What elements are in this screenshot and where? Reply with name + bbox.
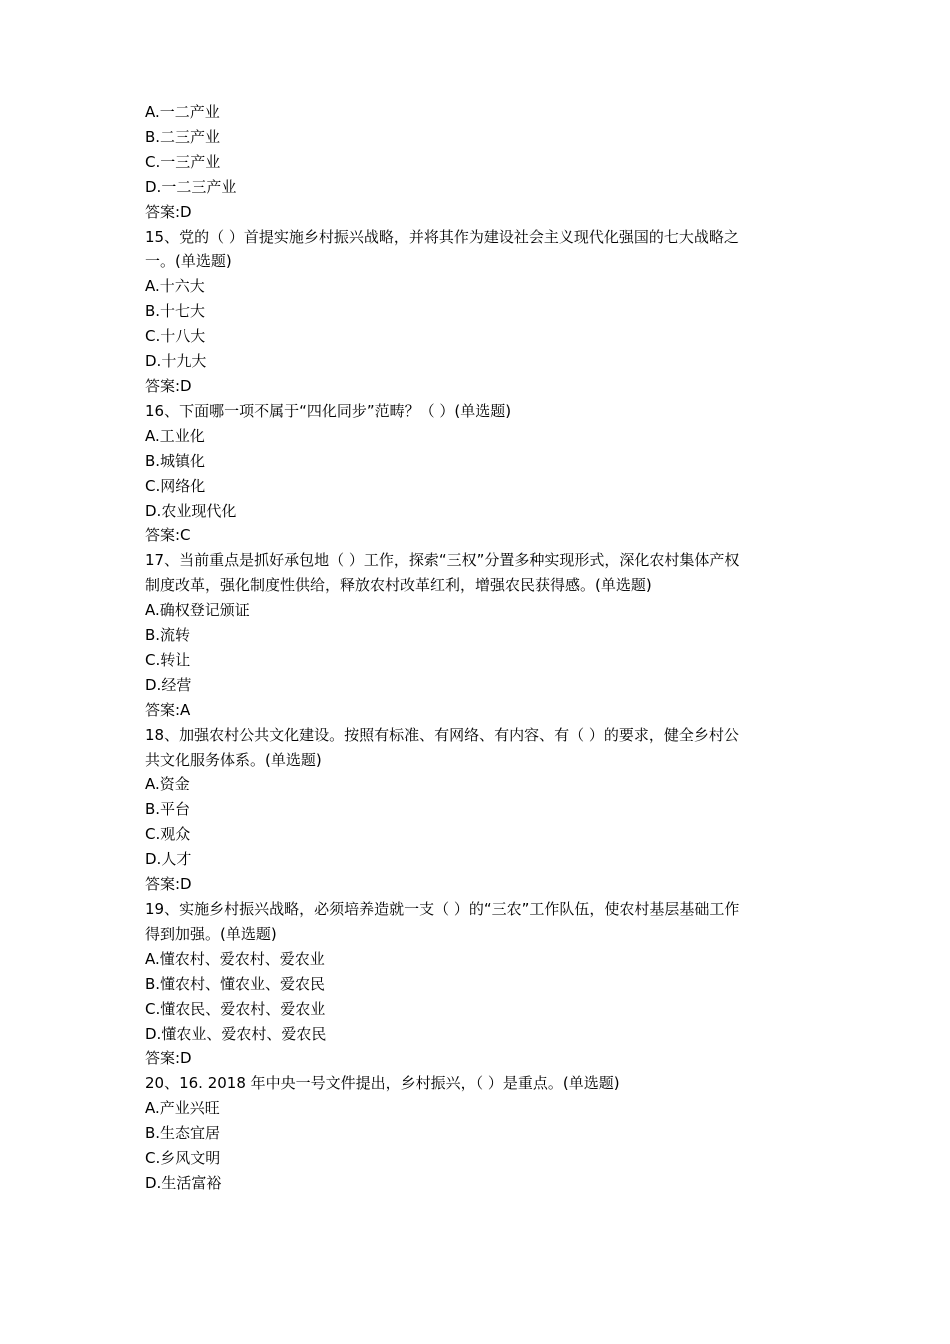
text-line: 制度改革，强化制度性供给，释放农村改革红利，增强农民获得感。(单选题) [145,576,652,595]
text-line: B.懂农村、懂农业、爱农民 [145,974,326,993]
text-line: B.十七大 [145,302,206,321]
text-line: C.一三产业 [145,152,221,171]
text-line: A.十六大 [145,277,205,296]
text-line: 答案:D [145,202,192,221]
text-line: C.观众 [145,825,191,844]
text-line: 18、加强农村公共文化建设。按照有标准、有网络、有内容、有（ ）的要求，健全乡村公 [145,725,739,744]
text-line: D.一二三产业 [145,177,237,196]
text-line: 19、实施乡村振兴战略，必须培养造就一支（ ）的“三农”工作队伍，使农村基层基础工作 [145,900,740,918]
text-line: B.生态宜居 [145,1124,221,1143]
text-line: C.转让 [145,650,191,669]
text-line: 15、党的（ ）首提实施乡村振兴战略，并将其作为建设社会主义现代化强国的七大战略之 [145,227,739,246]
text-line: 答案:A [145,700,191,719]
text-line: 一。(单选题) [145,252,232,271]
text-line: D.人才 [145,850,192,869]
text-line: B.二三产业 [145,127,221,146]
text-line: 17、当前重点是抓好承包地（ ）工作，探索“三权”分置多种实现形式，深化农村集体产权 [145,551,740,570]
text-line: C.乡风文明 [145,1149,221,1168]
text-line: 答案:D [145,1049,192,1068]
text-line: A.一二产业 [145,103,220,121]
text-line: B.流转 [145,626,191,645]
text-line: A.懂农村、爱农村、爱农业 [145,949,325,968]
document-page [145,100,810,1196]
text-line: 答案:D [145,875,192,894]
text-line: B.城镇化 [145,451,206,470]
text-line: D.生活富裕 [145,1173,222,1192]
text-line: 答案:C [145,526,191,545]
text-line: A.产业兴旺 [145,1099,220,1118]
text-line: D.经营 [145,675,192,694]
text-line: B.平台 [145,800,191,819]
text-line: D.懂农业、爱农村、爱农民 [145,1024,327,1043]
text-line: 共文化服务体系。(单选题) [145,750,322,769]
text-line: 16、下面哪一项不属于“四化同步”范畴？（ ）(单选题) [145,401,512,420]
text-line: A.资金 [145,775,190,794]
text-line: D.十九大 [145,352,207,371]
text-line: D.农业现代化 [145,501,237,520]
text-line: C.懂农民、爱农村、爱农业 [145,999,326,1018]
text-line: C.网络化 [145,476,206,495]
text-line: A.确权登记颁证 [145,601,250,620]
text-line: A.工业化 [145,426,205,445]
text-line: C.十八大 [145,327,206,346]
text-line: 得到加强。(单选题) [145,924,277,943]
text-line: 20、16. 2018 年中央一号文件提出，乡村振兴，（ ）是重点。(单选题) [145,1074,620,1093]
text-line: 答案:D [145,376,192,395]
